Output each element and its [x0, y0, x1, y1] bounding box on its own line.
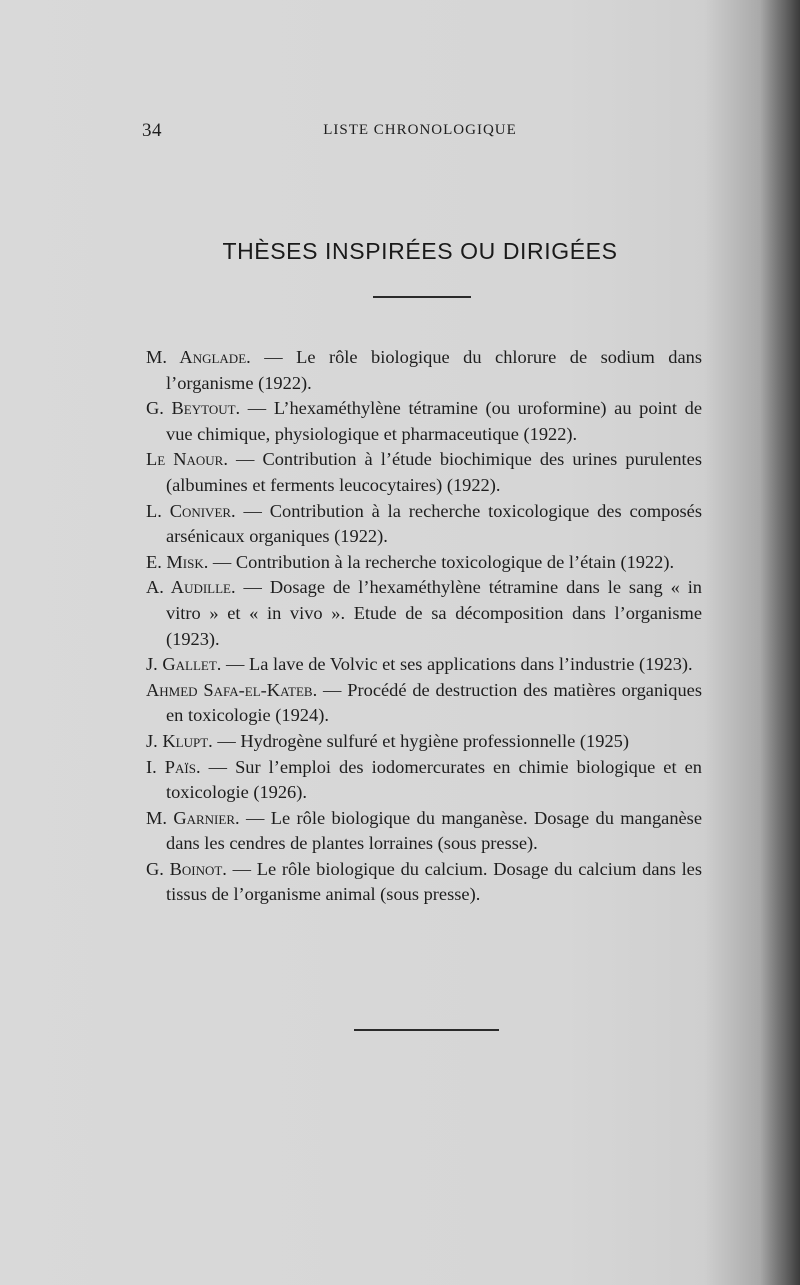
end-rule [354, 1029, 499, 1031]
thesis-entry [146, 575, 702, 652]
entry-text: — Dosage de l’hexaméthylène tétramine dans le sang « in vitro » et « in vivo ». Etude de sa décomposition dans l’organisme (1923). [166, 577, 702, 649]
entry-author: M. Garnier. [146, 807, 240, 828]
thesis-entry [146, 396, 702, 447]
section-title: THÈSES INSPIRÉES OU DIRIGÉES [222, 238, 618, 264]
entry-text: — Hydrogène sulfuré et hygiène professionnelle (1925) [212, 730, 629, 751]
entry-author: J. Gallet. [146, 654, 222, 675]
entry-author: I. Païs. [146, 756, 201, 777]
entry-text: — Le rôle biologique du chlorure de sodium dans l’organisme (1922). [166, 347, 702, 393]
thesis-entry [146, 729, 702, 755]
entry-author: E. Misk. [146, 551, 209, 572]
thesis-entry [146, 550, 702, 576]
entry-text: — Contribution à l’étude biochimique des urines purulentes (albumines et ferments leucocytaires) (1922). [166, 449, 702, 495]
thesis-entry [146, 755, 702, 806]
entry-author: M. Anglade. [146, 347, 251, 367]
thesis-entry [146, 857, 702, 908]
entry-text: — Sur l’emploi des iodomercurates en chimie biologique et en toxicologie (1926). [166, 756, 702, 803]
thesis-list [146, 345, 702, 908]
entry-author: L. Coniver. [146, 500, 236, 521]
entry-text: — Le rôle biologique du calcium. Dosage du calcium dans les tissus de l’organisme animal (sous presse). [166, 858, 702, 905]
entry-text: — Contribution à la recherche toxicologique des composés arsénicaux organiques (1922). [166, 500, 702, 547]
entry-text: — Le rôle biologique du manganèse. Dosage du manganèse dans les cendres de plantes lorraines (sous presse). [166, 807, 702, 854]
title-rule [373, 296, 471, 298]
entry-text: — L’hexaméthylène tétramine (ou uroformine) au point de vue chimique, physiologique et pharmaceutique (1922). [166, 398, 702, 444]
entry-text: — Contribution à la recherche toxicologique de l’étain (1922). [208, 551, 675, 572]
thesis-entry [146, 345, 702, 396]
running-head: LISTE CHRONOLOGIQUE [323, 122, 517, 138]
thesis-entry [146, 806, 702, 857]
thesis-entry [146, 447, 702, 498]
entry-author: Ahmed Safa-el-Kateb. [146, 679, 318, 700]
thesis-entry [146, 652, 702, 678]
page-edge-shadow [760, 0, 800, 1285]
page-number: 34 [142, 120, 162, 141]
thesis-entry [146, 678, 702, 729]
entry-text: — La lave de Volvic et ses applications dans l’industrie (1923). [221, 654, 693, 675]
entry-author: A. Audille. [146, 577, 236, 598]
entry-author: Le Naour. [146, 449, 228, 470]
thesis-entry [146, 499, 702, 550]
entry-author: G. Boinot. [146, 858, 227, 879]
entry-author: J. Klupt. [146, 730, 213, 751]
entry-text: — Procédé de destruction des matières organiques en toxicologie (1924). [166, 679, 702, 726]
entry-author: G. Beytout. [146, 398, 241, 419]
